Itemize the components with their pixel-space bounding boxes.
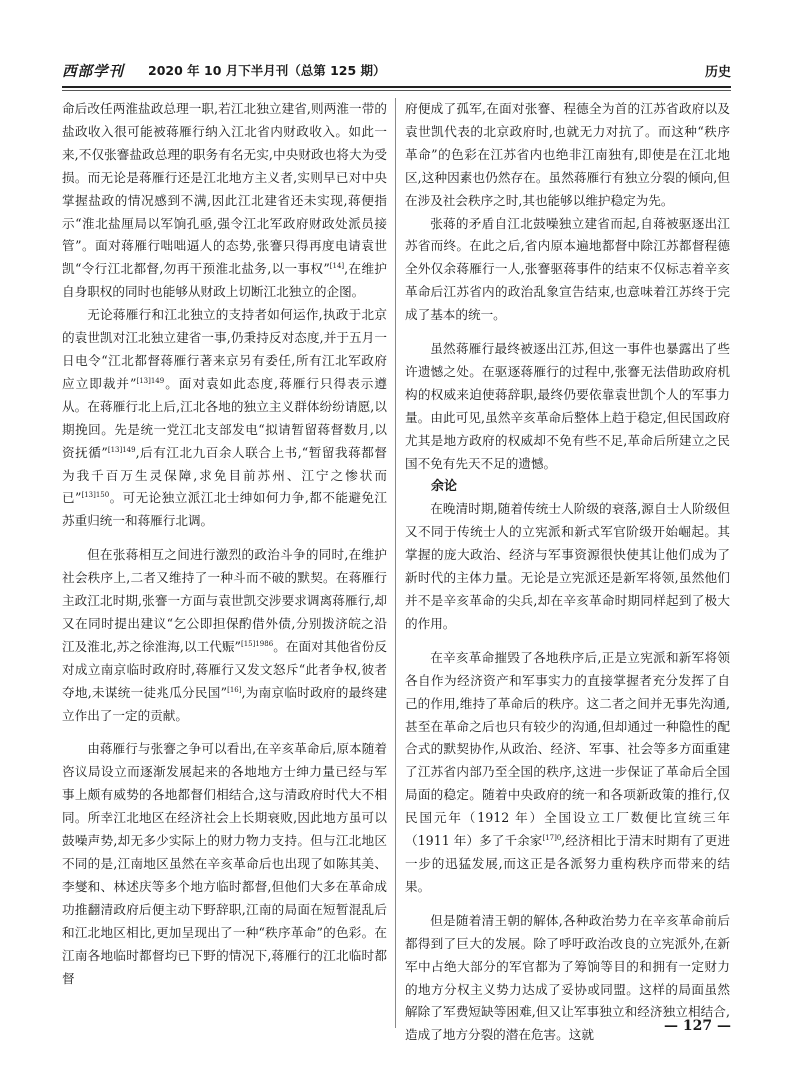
paragraph: 但在张蒋相互之间进行激烈的政治斗争的同时,在维护社会秩序上,二者又维持了一种斗而不破的默契。在蒋雁行主政江北时期,张謇一方面与袁世凯交涉要求调离蒋雁行,却又在同时提出建议“乞公即担保酌借外债,分别拨济皖之沿江及淮北,苏之徐淮海,以工代赈”$^{[15]1986}$。在面对其他省份反对成立南京临时政府时,蒋雁行又发文怒斥“此者争权,彼者夺地,未谋统一徒兆瓜分民国”[16],为南京临时政府的最终建立作出了一定的贡献。 bbox=[62, 547, 388, 723]
journal-masthead: 西部学刊 bbox=[62, 63, 124, 80]
page-header bbox=[62, 60, 731, 82]
paragraph: 由蒋雁行与张謇之争可以看出,在辛亥革命后,原本随着咨议局设立而逐渐发展起来的各地地方士绅力量已经与军事上颇有威势的各地都督们相结合,这与清政府时代大不相同。所幸江北地区在经济社会上长期衰败,因此地方虽可以鼓噪声势,却无多少实际上的财力物力支持。但与江北地区不同的是,江南地区虽然在辛亥革命后也出现了如陈其美、李燮和、林述庆等多个地方临时都督,但他们大多在革命成功推翻清政府后便主动下野辞职,江南的局面在短暂混乱后和江北地区相比,更加呈现出了一种“秩序革命”的色彩。在江南各地临时都督均已下野的情况下,蒋雁行的江北临时都督 bbox=[62, 741, 387, 986]
section-heading: 余论 bbox=[431, 478, 458, 494]
paragraph: 无论蒋雁行和江北独立的支持者如何运作,执政于北京的袁世凯对江北独立建省一事,仍秉持反对态度,并于五月一日电令“江北都督蒋雁行著来京另有委任,所有江北军政府应立即裁并”$^{[13]149}$。面对袁如此态度,蒋雁行只得表示遵从。在蒋雁行北上后,江北各地的独立主义群体纷纷请愿,以期挽回。先是统一党江北支部发电“拟请暂留蒋督数月,以资抚循”$^{[13]149}$,后有江北九百余人联合上书,“暂留我蒋都督为我千百万生灵保障,求免目前苏州、江宁之惨状而已”$^{[13]150}$。可无论独立派江北士绅如何力争,都不能避免江苏重归统一和蒋雁行北调。 bbox=[62, 307, 387, 529]
page-number: — 127 — bbox=[664, 1018, 731, 1034]
section-label: 历史 bbox=[704, 65, 731, 80]
paragraph: 在辛亥革命摧毁了各地秩序后,正是立宪派和新军将领各自作为经济资产和军事实力的直接掌握者充分发挥了自己的作用,维持了革命后的秩序。这二者之间并无事先沟通,甚至在革命之后也只有较少的沟通,但却通过一种隐性的配合式的默契协作,从政治、经济、军事、社会等多方面重建了江苏省内部乃至全国的秩序,这进一步保证了革命后全国局面的稳定。随着中央政府的统一和各项新政策的推行,仅民国元年（1912 年）全国设立工厂数便比宣统三年（1911 年）多了千余家$^{[17]0}$,经济相比于清末时期有了更进一步的迅猛发展,而这正是各派努力重构秩序而带来的结果。 bbox=[405, 649, 730, 894]
paragraph: 张蒋的矛盾自江北鼓噪独立建省而起,自蒋被驱逐出江苏省而终。在此之后,省内原本遍地都督中除江苏都督程德全外仅余蒋雁行一人,张謇驱蒋事件的结束不仅标志着辛亥革命后江苏省内的政治乱象宣告结束,也意味着江苏终于完成了基本的统一。 bbox=[405, 215, 730, 323]
paragraph: 命后改任两淮盐政总理一职,若江北独立建省,则两淮一带的盐政收入很可能被蒋雁行纳入江北省内财政收入。如此一来,不仅张謇盐政总理的职务有名无实,中央财政也将大为受损。而无论是蒋雁行还是江北地方主义者,实则早已对中央掌握盐政的情况感到不满,因此江北建省还未实现,蒋便指示“淮北盐厘局以军饷孔亟,强令江北军政府财政处派员接管”。面对蒋雁行咄咄逼人的态势,张謇只得再度电请袁世凯“令行江北都督,勿再干预淮北盐务,以一事权”[14],在维护自身职权的同时也能够从财政上切断江北独立的企图。 bbox=[62, 101, 387, 300]
column-divider bbox=[395, 98, 396, 1028]
paragraph: 但是随着清王朝的解体,各种政治势力在辛亥革命前后都得到了巨大的发展。除了呼吁政治改良的立宪派外,在新军中占绝大部分的军官都为了筹饷等目的和拥有一定财力的地方分权主义势力达成了妥协或同盟。这样的局面虽然解除了军费短缺等困难,但又让军事独立和经济独立相结合,造成了地方分裂的潜在危害。这就 bbox=[405, 912, 730, 1043]
paragraph: 虽然蒋雁行最终被逐出江苏,但这一事件也暴露出了些许遗憾之处。在驱逐蒋雁行的过程中,张謇无法借助政府机构的权威来迫使蒋辞职,最终仍要依靠袁世凯个人的军事力量。由此可见,虽然辛亥革命后整体上趋于稳定,但民国政府尤其是地方政府的权威却不免有些不足,革命后所建立之民国不免有先天不足的遗憾。 bbox=[405, 341, 730, 471]
issue-info: 2020 年 10 月下半月刊（总第 125 期） bbox=[148, 63, 386, 78]
paragraph: 在晚清时期,随着传统士人阶级的衰落,源自士人阶级但又不同于传统士人的立宪派和新式军官阶级开始崛起。其掌握的庞大政治、经济与军事资源很快使其让他们成为了新时代的主体力量。无论是立宪派还是新军将领,虽然他们并不是辛亥革命的尖兵,却在辛亥革命时期同样起到了极大的作用。 bbox=[405, 501, 730, 631]
right-column bbox=[405, 98, 730, 1047]
left-column bbox=[62, 98, 387, 990]
header-rule-thin bbox=[62, 90, 731, 91]
header-rule bbox=[62, 86, 731, 88]
paragraph: 府便成了孤军,在面对张謇、程德全为首的江苏省政府以及袁世凯代表的北京政府时,也就无力对抗了。而这种“秩序革命”的色彩在江苏省内也绝非江南独有,即使是在江北地区,这种因素也仍然存在。虽然蒋雁行有独立分裂的倾向,但在涉及社会秩序之时,其也能够以维护稳定为先。 bbox=[405, 101, 730, 208]
